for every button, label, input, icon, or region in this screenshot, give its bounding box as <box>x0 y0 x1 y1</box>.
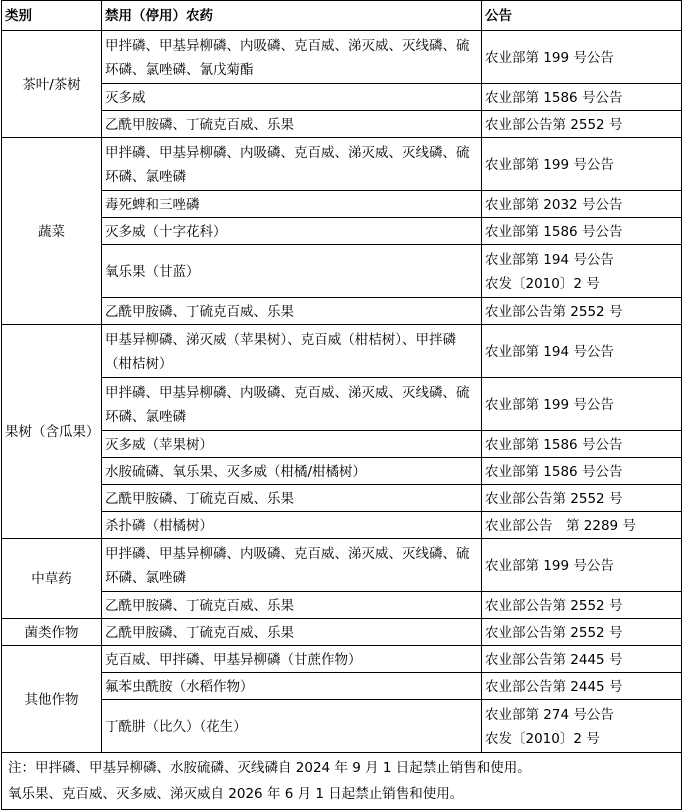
pesticide-cell: 乙酰甲胺磷、丁硫克百威、乐果 <box>102 592 482 619</box>
header-announcement: 公告 <box>482 1 682 31</box>
announcement-cell: 农业部第 199 号公告 <box>482 138 682 191</box>
announcement-cell: 农业部第 1586 号公告 <box>482 458 682 485</box>
announcement-cell: 农业部公告第 2445 号 <box>482 646 682 673</box>
table-row <box>2 539 682 592</box>
pesticide-cell: 乙酰甲胺磷、丁硫克百威、乐果 <box>102 619 482 646</box>
pesticide-cell: 甲拌磷、甲基异柳磷、内吸磷、克百威、涕灭威、灭线磷、硫环磷、氯唑磷、氰戊菊酯 <box>102 31 482 84</box>
announcement-cell: 农业部公告第 2552 号 <box>482 592 682 619</box>
table-row <box>2 458 682 485</box>
banned-pesticides-table <box>1 0 682 810</box>
announcement-cell: 农业部第 1586 号公告 <box>482 218 682 245</box>
pesticide-cell: 灭多威 <box>102 84 482 111</box>
note-row <box>2 753 682 810</box>
announcement-line: 农发〔2010〕2 号 <box>485 730 600 747</box>
header-pesticides: 禁用（停用）农药 <box>102 1 482 31</box>
pesticide-cell: 杀扑磷（柑橘树） <box>102 512 482 539</box>
pesticide-cell: 灭多威（十字花科） <box>102 218 482 245</box>
pesticide-cell: 毒死蜱和三唑磷 <box>102 191 482 218</box>
announcement-line: 农业部第 194 号公告 <box>485 251 614 268</box>
announcement-cell: 农业部公告第 2552 号 <box>482 298 682 325</box>
table-row <box>2 485 682 512</box>
announcement-cell: 农业部第 199 号公告 <box>482 31 682 84</box>
note-cell <box>2 753 682 810</box>
announcement-cell: 农业部公告第 2552 号 <box>482 619 682 646</box>
announcement-cell: 农业部第 1586 号公告 <box>482 84 682 111</box>
category-cell-fungi: 菌类作物 <box>2 619 102 646</box>
table-row <box>2 673 682 700</box>
announcement-cell: 农业部第 1586 号公告 <box>482 431 682 458</box>
pesticide-cell: 水胺硫磷、氧乐果、灭多威（柑橘/柑橘树） <box>102 458 482 485</box>
category-cell-other-crops: 其他作物 <box>2 646 102 753</box>
category-cell-fruit-trees: 果树（含瓜果） <box>2 325 102 539</box>
table-row <box>2 84 682 111</box>
announcement-cell <box>482 245 682 298</box>
announcement-cell: 农业部第 199 号公告 <box>482 539 682 592</box>
pesticide-cell: 乙酰甲胺磷、丁硫克百威、乐果 <box>102 485 482 512</box>
announcement-cell: 农业部公告第 2445 号 <box>482 673 682 700</box>
table-row <box>2 512 682 539</box>
pesticide-cell: 丁酰肼（比久）（花生） <box>102 700 482 753</box>
header-category: 类别 <box>2 1 102 31</box>
table-row <box>2 111 682 138</box>
pesticide-cell: 克百威、甲拌磷、甲基异柳磷（甘蔗作物） <box>102 646 482 673</box>
announcement-cell: 农业部第 194 号公告 <box>482 325 682 378</box>
announcement-line: 农业部第 274 号公告 <box>485 706 614 723</box>
pesticide-cell: 乙酰甲胺磷、丁硫克百威、乐果 <box>102 298 482 325</box>
table-row <box>2 592 682 619</box>
table-row <box>2 619 682 646</box>
announcement-line: 农发〔2010〕2 号 <box>485 275 600 292</box>
table-row <box>2 138 682 191</box>
table-row <box>2 378 682 431</box>
table-row <box>2 325 682 378</box>
pesticide-cell: 甲拌磷、甲基异柳磷、内吸磷、克百威、涕灭威、灭线磷、硫环磷、氯唑磷 <box>102 378 482 431</box>
announcement-cell <box>482 700 682 753</box>
pesticide-cell: 甲基异柳磷、涕灭威（苹果树）、克百威（柑桔树）、甲拌磷（柑桔树） <box>102 325 482 378</box>
pesticide-cell: 氟苯虫酰胺（水稻作物） <box>102 673 482 700</box>
pesticide-cell: 乙酰甲胺磷、丁硫克百威、乐果 <box>102 111 482 138</box>
table-row <box>2 298 682 325</box>
category-cell-tea: 茶叶/茶树 <box>2 31 102 138</box>
table-row <box>2 431 682 458</box>
category-cell-vegetables: 蔬菜 <box>2 138 102 325</box>
pesticide-cell: 灭多威（苹果树） <box>102 431 482 458</box>
category-cell-herbs: 中草药 <box>2 539 102 619</box>
table-row <box>2 218 682 245</box>
table-row <box>2 191 682 218</box>
pesticide-cell: 氧乐果（甘蓝） <box>102 245 482 298</box>
table-row <box>2 31 682 84</box>
announcement-cell: 农业部公告第 2552 号 <box>482 111 682 138</box>
header-row <box>2 1 682 31</box>
note-line-1: 注：甲拌磷、甲基异柳磷、水胺硫磷、灭线磷自 2024 年 9 月 1 日起禁止销售和使用。 <box>8 760 531 776</box>
pesticide-cell: 甲拌磷、甲基异柳磷、内吸磷、克百威、涕灭威、灭线磷、硫环磷、氯唑磷 <box>102 539 482 592</box>
announcement-cell: 农业部第 2032 号公告 <box>482 191 682 218</box>
announcement-cell: 农业部公告 第 2289 号 <box>482 512 682 539</box>
note-line-2: 氧乐果、克百威、灭多威、涕灭威自 2026 年 6 月 1 日起禁止销售和使用。 <box>8 786 464 802</box>
table-row <box>2 700 682 753</box>
table-row <box>2 646 682 673</box>
announcement-cell: 农业部公告第 2552 号 <box>482 485 682 512</box>
pesticide-cell: 甲拌磷、甲基异柳磷、内吸磷、克百威、涕灭威、灭线磷、硫环磷、氯唑磷 <box>102 138 482 191</box>
announcement-cell: 农业部第 199 号公告 <box>482 378 682 431</box>
table-row <box>2 245 682 298</box>
